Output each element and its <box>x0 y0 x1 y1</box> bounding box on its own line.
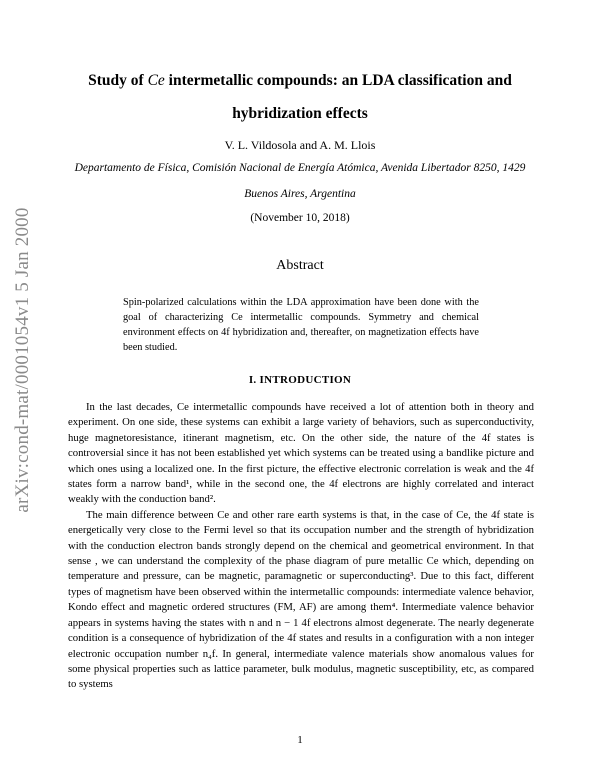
city: Buenos Aires, Argentina <box>244 188 356 200</box>
title-part1: Study of <box>88 72 148 89</box>
title-part2: intermetallic compounds: an LDA classification and <box>164 72 512 89</box>
page-number: 1 <box>297 734 303 746</box>
paragraph-2: The main difference between Ce and other rare earth systems is that, in the case of Ce, the 4f state is energetically very close to the Fermi level so that its occupation number and the strength of hybridization with the conduction electron bands strongly depend on the chemical and geometrical environment. In that sense , we can understand the complexity of the phase diagram of pure metallic Ce which, depending on temperature and pressure, can be magnetic, paramagnetic or superconducting³. Due to this fact, different types of magnetism have been observed within the intermetallic compounds: intermediate valence behavior, Kondo effect and magnetic ordered structures (FM, AF) are among them⁴. Intermediate valence behavior appears in systems having the states with n and n − 1 4f electrons almost degenerate. The nearly degenerate condition is a consequence of hybridization of the 4f states and results in a configuration with a non integer electronic occupation number n₄f. In general, intermediate valence materials show anomalous values for some physical properties such as lattice parameter, bulk modulus, magnetic susceptibility, etc, as compared to systems <box>68 508 534 691</box>
arxiv-identifier: arXiv:cond-mat/0001054v1 5 Jan 2000 <box>12 207 33 513</box>
title-ce: Ce <box>147 72 165 89</box>
date: (November 10, 2018) <box>250 212 350 224</box>
abstract-heading: Abstract <box>276 258 324 273</box>
abstract-text: Spin-polarized calculations within the LDA approximation have been done with the goal of characterizing Ce intermetallic compounds. Symmetry and chemical environment effects on 4f hybridization and, thereafter, on magnetization effects have been studied. <box>123 297 479 353</box>
title-line2: hybridization effects <box>232 105 368 122</box>
abstract-body <box>123 295 479 355</box>
intro-body <box>68 400 534 693</box>
paper-title <box>60 64 540 130</box>
paragraph-1: In the last decades, Ce intermetallic compounds have received a lot of attention both in theory and experiment. On one side, these systems can exhibit a large variety of behaviors, such as superconductivity, huge magnetoresistance, itinerant magnetism, etc. On the other side, the nature of the 4f states is controversial since it has not been established yet which systems can be treated using a bandlike picture and which ones using a localized one. In the first picture, the effective electronic correlation is weak and the 4f states form a narrow band¹, while in the second one, the 4f electrons are highly correlated and interact weakly with the conduction band². <box>68 401 534 506</box>
affiliation: Departamento de Física, Comisión Nacional de Energía Atómica, Avenida Libertador 8250, 1429 <box>74 162 526 174</box>
arxiv-sidebar-stamp <box>8 205 38 515</box>
section-heading: I. INTRODUCTION <box>248 374 352 386</box>
authors: V. L. Vildosola and A. M. Llois <box>224 138 376 152</box>
